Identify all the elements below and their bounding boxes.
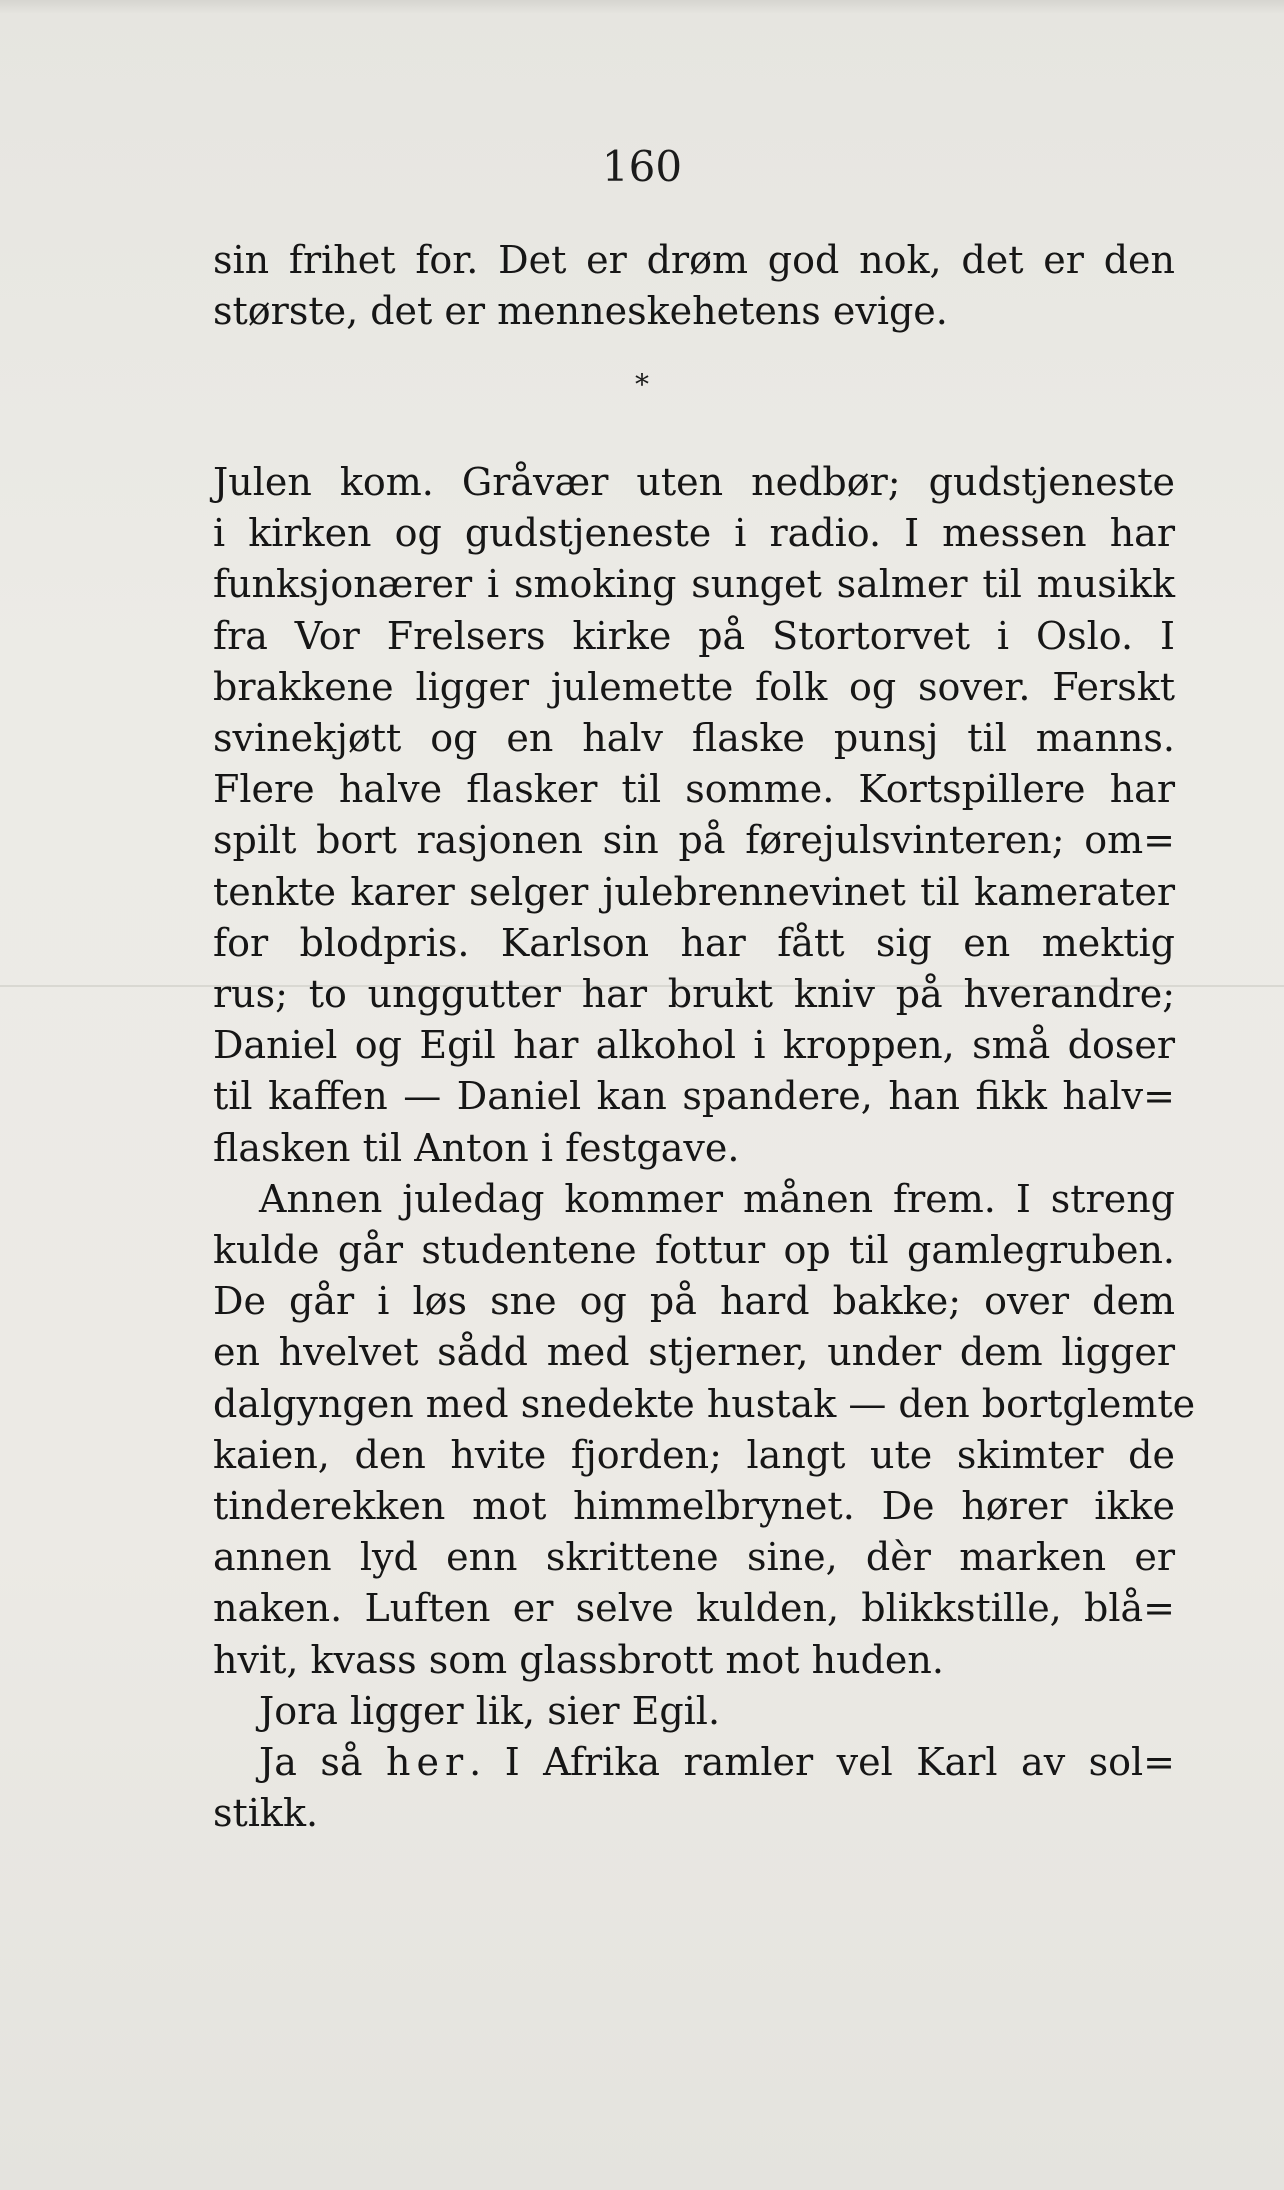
text-line: kaien, den hvite fjorden; langt ute skimter de <box>213 1432 1175 1477</box>
text-line: flasken til Anton i festgave. <box>213 1125 740 1170</box>
spaced-emphasis: her <box>386 1740 470 1785</box>
body-text <box>213 457 1196 1839</box>
text-line: annen lyd enn skrittene sine, dèr marken er <box>213 1535 1175 1580</box>
text-line: tinderekken mot himmelbrynet. De hører ikke <box>213 1484 1175 1529</box>
text-line: svinekjøtt og en halv flaske punsj til manns. <box>213 716 1175 761</box>
text-line: Julen kom. Gråvær uten nedbør; gudstjeneste <box>213 460 1175 504</box>
text-fragment: . I Afrika ramler vel Karl av sol= <box>469 1740 1176 1785</box>
text-line: tenkte karer selger julebrennevinet til kamerater <box>213 869 1175 914</box>
text-line: hvit, kvass som glassbrott mot huden. <box>213 1637 944 1682</box>
text-line: stikk. <box>213 1791 319 1836</box>
text-line: en hvelvet sådd med stjerner, under dem ligger <box>213 1330 1175 1375</box>
text-line <box>213 1737 1175 1788</box>
paragraph-1 <box>213 235 1175 337</box>
text-line: sin frihet for. Det er drøm god nok, det er den <box>213 238 1175 282</box>
text-line: for blodpris. Karlson har fått sig en mektig <box>213 920 1175 965</box>
page-number: 160 <box>601 142 683 191</box>
text-line: Flere halve flasker til somme. Kortspillere har <box>213 767 1175 812</box>
text-line: Daniel og Egil har alkohol i kroppen, små doser <box>213 1023 1175 1068</box>
section-separator: * <box>635 368 649 401</box>
text-line: fra Vor Frelsers kirke på Stortorvet i Oslo. I <box>213 613 1175 658</box>
text-line: rus; to unggutter har brukt kniv på hverandre; <box>213 972 1175 1017</box>
text-line: kulde går studentene fottur op til gamlegruben. <box>213 1228 1175 1273</box>
text-line: til kaffen — Daniel kan spandere, han fikk halv= <box>213 1074 1175 1119</box>
text-fragment: Ja så <box>259 1740 386 1785</box>
text-line: Annen juledag kommer månen frem. I streng <box>259 1176 1175 1221</box>
page-top-edge <box>0 0 1284 14</box>
text-line: i kirken og gudstjeneste i radio. I messen har <box>213 511 1175 556</box>
text-line: dalgyngen med snedekte hustak — den bortglemte <box>213 1381 1196 1426</box>
text-line: største, det er menneskehetens evige. <box>213 289 948 334</box>
text-line: spilt bort rasjonen sin på førejulsvinteren; om= <box>213 818 1175 863</box>
text-line: naken. Luften er selve kulden, blikkstille, blå= <box>213 1586 1175 1631</box>
text-line: Jora ligger lik, sier Egil. <box>259 1688 721 1733</box>
text-line: funksjonærer i smoking sunget salmer til musikk <box>213 562 1175 607</box>
text-line: De går i løs sne og på hard bakke; over dem <box>213 1279 1175 1324</box>
text-line: brakkene ligger julemette folk og sover. Ferskt <box>213 664 1175 709</box>
